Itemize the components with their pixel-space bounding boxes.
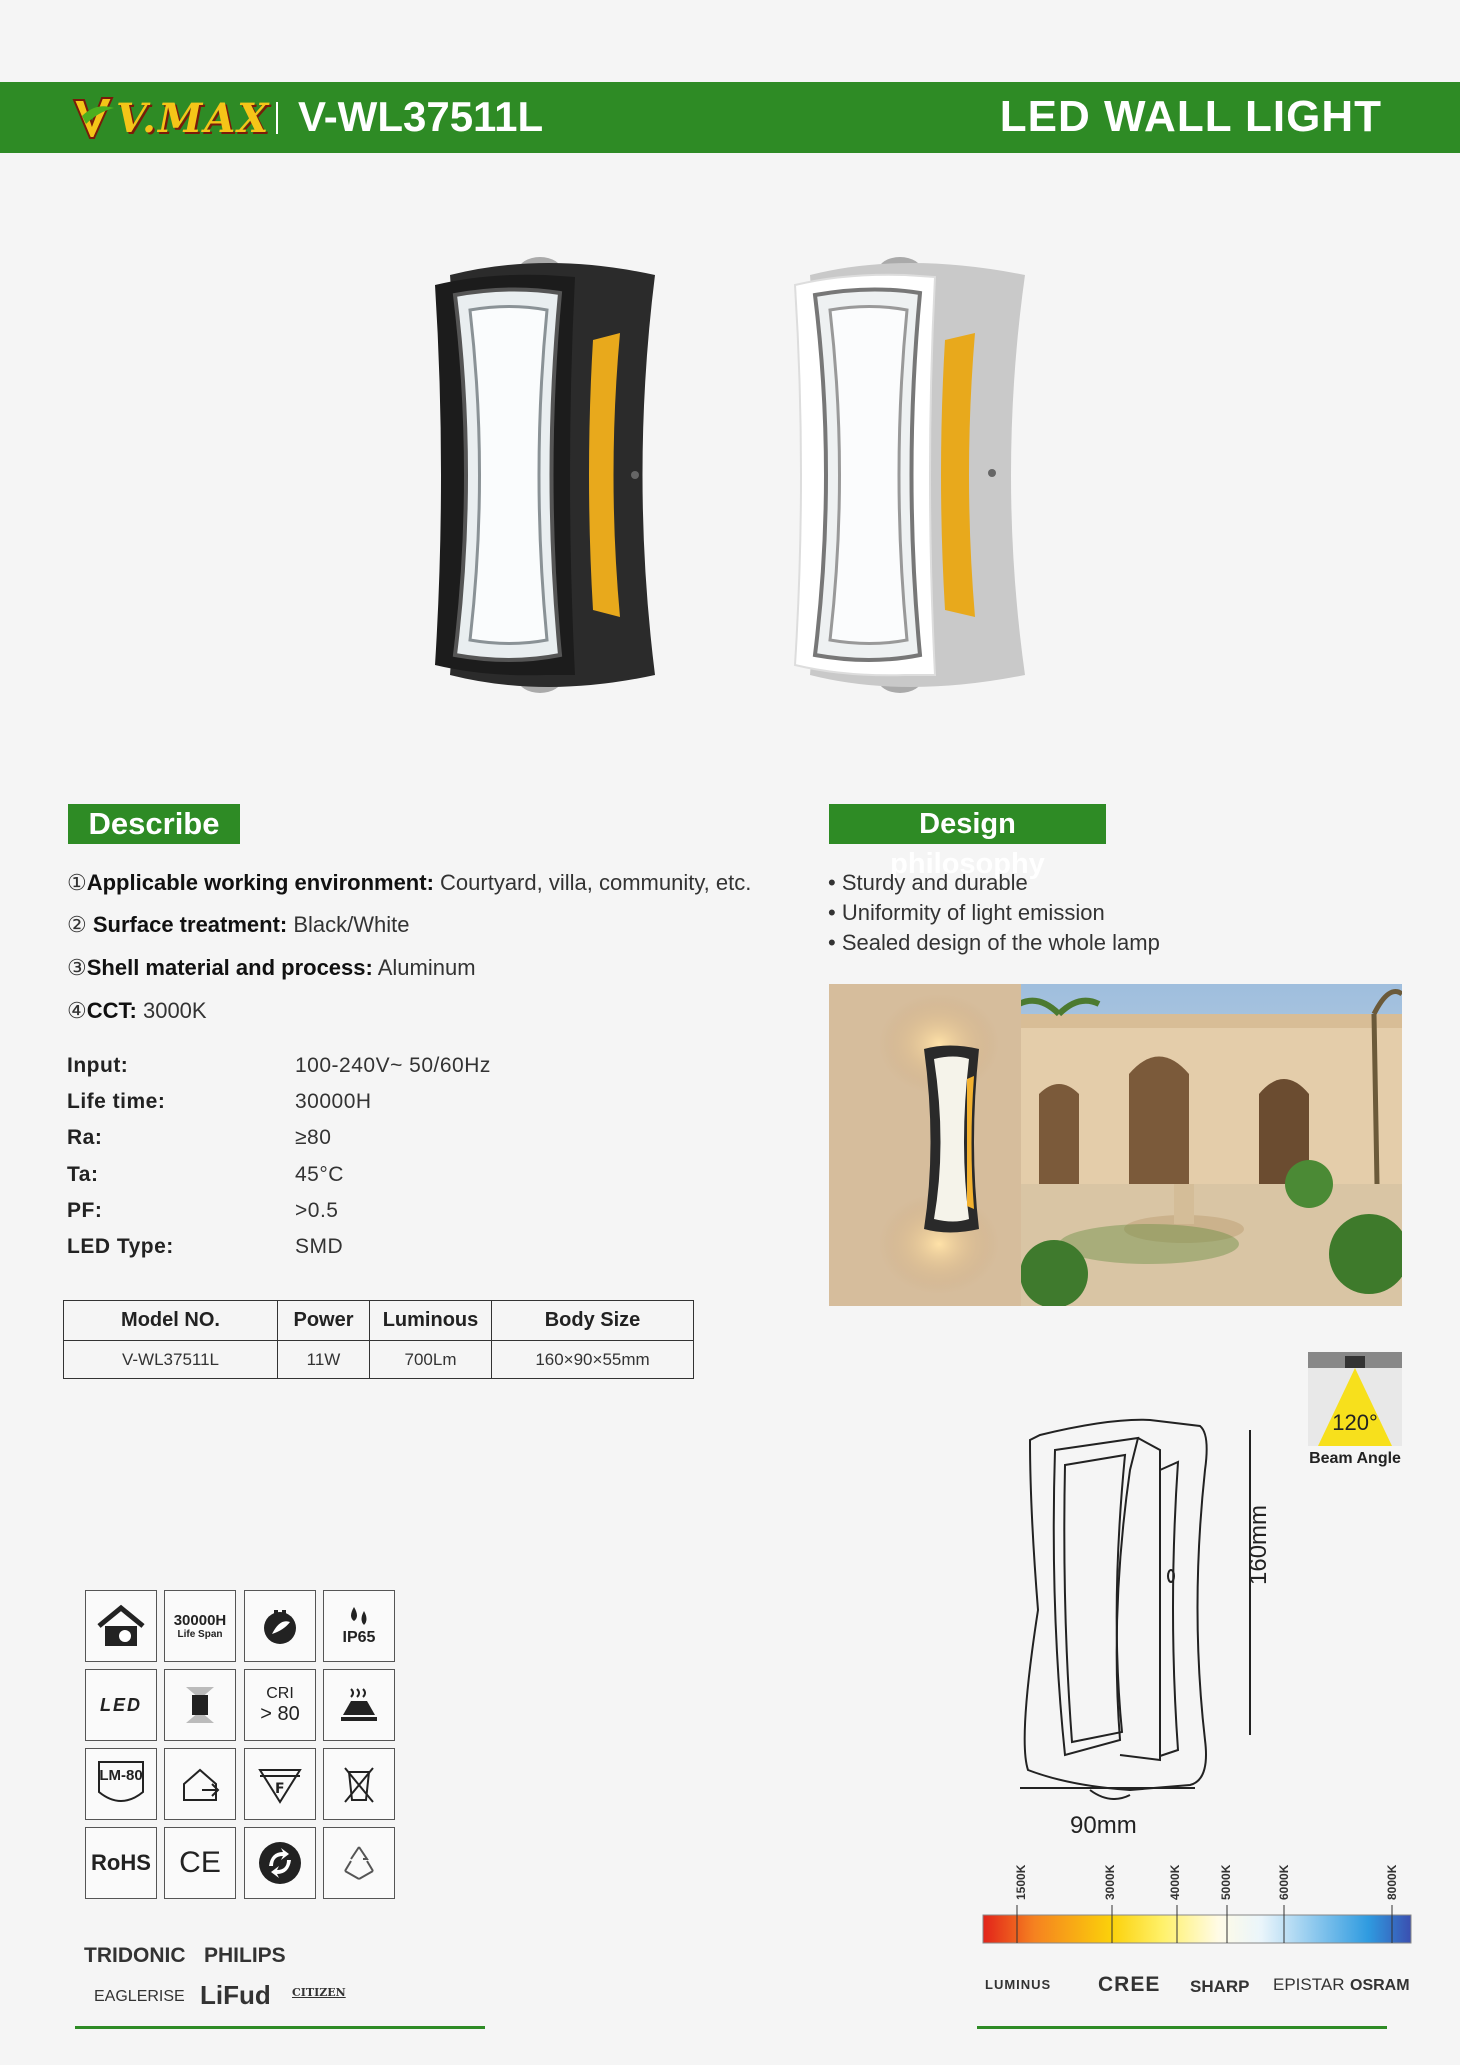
brand-luminus: LUMINUS xyxy=(985,1977,1052,1992)
spec-value: 30000H xyxy=(295,1090,372,1113)
table-header-row xyxy=(64,1301,694,1341)
spec-label: Ta: xyxy=(67,1163,99,1186)
white-lamp-image xyxy=(785,255,1035,695)
scene-photo xyxy=(829,984,1402,1306)
model-number: V-WL37511L xyxy=(298,93,544,140)
cct-label: 6000K xyxy=(1277,1864,1291,1900)
rohs-text: RoHS xyxy=(91,1850,151,1875)
spec-value: ≥80 xyxy=(295,1126,332,1149)
ip65-icon xyxy=(323,1590,395,1662)
design-bullet: • Sealed design of the whole lamp xyxy=(828,930,1160,955)
lifespan-number: 30000H xyxy=(173,1612,227,1629)
cct-label: 8000K xyxy=(1385,1864,1399,1900)
recycle-icon xyxy=(323,1827,395,1899)
spec-value: 100-240V~ 50/60Hz xyxy=(295,1054,491,1077)
spec-label: Ra: xyxy=(67,1126,103,1149)
design-bullet: • Sturdy and durable xyxy=(828,870,1028,895)
brand-epistar: EPISTAR xyxy=(1273,1975,1345,1994)
spec-label: PF: xyxy=(67,1199,103,1222)
black-lamp-image xyxy=(425,255,675,695)
table-header: Model NO. xyxy=(64,1301,278,1341)
heat-dissipation-icon xyxy=(323,1669,395,1741)
ip-rating: IP65 xyxy=(342,1629,376,1646)
height-dimension: 160mm xyxy=(1245,1504,1272,1585)
cct-label: 3000K xyxy=(1103,1864,1117,1900)
model-table xyxy=(63,1300,694,1379)
beam-angle-value: 120° xyxy=(1332,1410,1378,1435)
width-dimension: 90mm xyxy=(1070,1812,1137,1839)
indoor-outdoor-icon xyxy=(164,1748,236,1820)
spec-value: SMD xyxy=(295,1235,344,1258)
cri-value: > 80 xyxy=(260,1702,300,1725)
design-heading: Design philosophy xyxy=(829,804,1106,844)
spec-label: Life time: xyxy=(67,1090,166,1113)
led-text: LED xyxy=(100,1694,142,1715)
describe-heading: Describe xyxy=(68,804,240,844)
lm80-text: LM-80 xyxy=(99,1767,143,1784)
ce-icon xyxy=(164,1827,236,1899)
lifespan-icon xyxy=(164,1590,236,1662)
lifespan-label: Life Span xyxy=(177,1629,223,1640)
cct-label: 4000K xyxy=(1168,1864,1182,1900)
brand-osram: OSRAM xyxy=(1350,1977,1410,1994)
table-row xyxy=(64,1341,694,1379)
brand-citizen: CITIZEN xyxy=(292,1986,346,1999)
rohs-icon xyxy=(85,1827,157,1899)
spec-label: Input: xyxy=(67,1054,129,1077)
led-icon xyxy=(85,1669,157,1741)
describe-item-environment: ①Applicable working environment: Courtyard, villa, community, etc. xyxy=(67,870,752,895)
house-icon xyxy=(85,1590,157,1662)
lm80-icon xyxy=(85,1748,157,1820)
brand-logo xyxy=(72,90,270,146)
dimension-drawing xyxy=(1010,1410,1270,1800)
header-bar xyxy=(0,82,1460,153)
table-cell: 11W xyxy=(278,1341,370,1379)
plug-leaf-icon xyxy=(244,1590,316,1662)
table-cell: 700Lm xyxy=(370,1341,492,1379)
leaf-icon xyxy=(72,94,116,142)
green-dot-icon xyxy=(244,1827,316,1899)
beam-angle-label: Beam Angle xyxy=(1309,1450,1401,1467)
cct-color-bar xyxy=(982,1905,1412,1955)
cct-label: 1500K xyxy=(1014,1864,1028,1900)
brand-cree: CREE xyxy=(1098,1973,1161,1996)
describe-item-material: ③Shell material and process: Aluminum xyxy=(67,955,476,980)
brand-philips: PHILIPS xyxy=(204,1944,286,1967)
ce-text: CE xyxy=(179,1846,221,1879)
describe-item-cct: ④CCT: 3000K xyxy=(67,998,207,1023)
brand-name: V.MAX xyxy=(116,94,271,142)
brand-eaglerise: EAGLERISE xyxy=(94,1988,185,2005)
cct-label: 5000K xyxy=(1219,1864,1233,1900)
table-header: Luminous xyxy=(370,1301,492,1341)
brand-tridonic: TRIDONIC xyxy=(84,1944,186,1967)
brand-sharp: SHARP xyxy=(1190,1977,1250,1996)
brand-lifud: LiFud xyxy=(200,1980,271,2010)
cri-label: CRI xyxy=(266,1684,294,1702)
spec-value: >0.5 xyxy=(295,1199,339,1222)
cri-icon xyxy=(244,1669,316,1741)
describe-item-surface: ② Surface treatment: Black/White xyxy=(67,912,410,937)
spec-label: LED Type: xyxy=(67,1235,174,1258)
weee-bin-icon xyxy=(323,1748,395,1820)
footer-line-left xyxy=(75,2026,485,2029)
table-header: Body Size xyxy=(492,1301,694,1341)
footer-line-right xyxy=(977,2026,1387,2029)
f-mark-icon xyxy=(244,1748,316,1820)
table-cell: 160×90×55mm xyxy=(492,1341,694,1379)
updown-light-icon xyxy=(164,1669,236,1741)
design-bullet: • Uniformity of light emission xyxy=(828,900,1105,925)
table-header: Power xyxy=(278,1301,370,1341)
spec-value: 45°C xyxy=(295,1163,344,1186)
header-divider xyxy=(276,102,278,134)
table-cell: V-WL37511L xyxy=(64,1341,278,1379)
svg-text:F: F xyxy=(275,1781,285,1797)
product-type: LED WALL LIGHT xyxy=(999,92,1382,141)
